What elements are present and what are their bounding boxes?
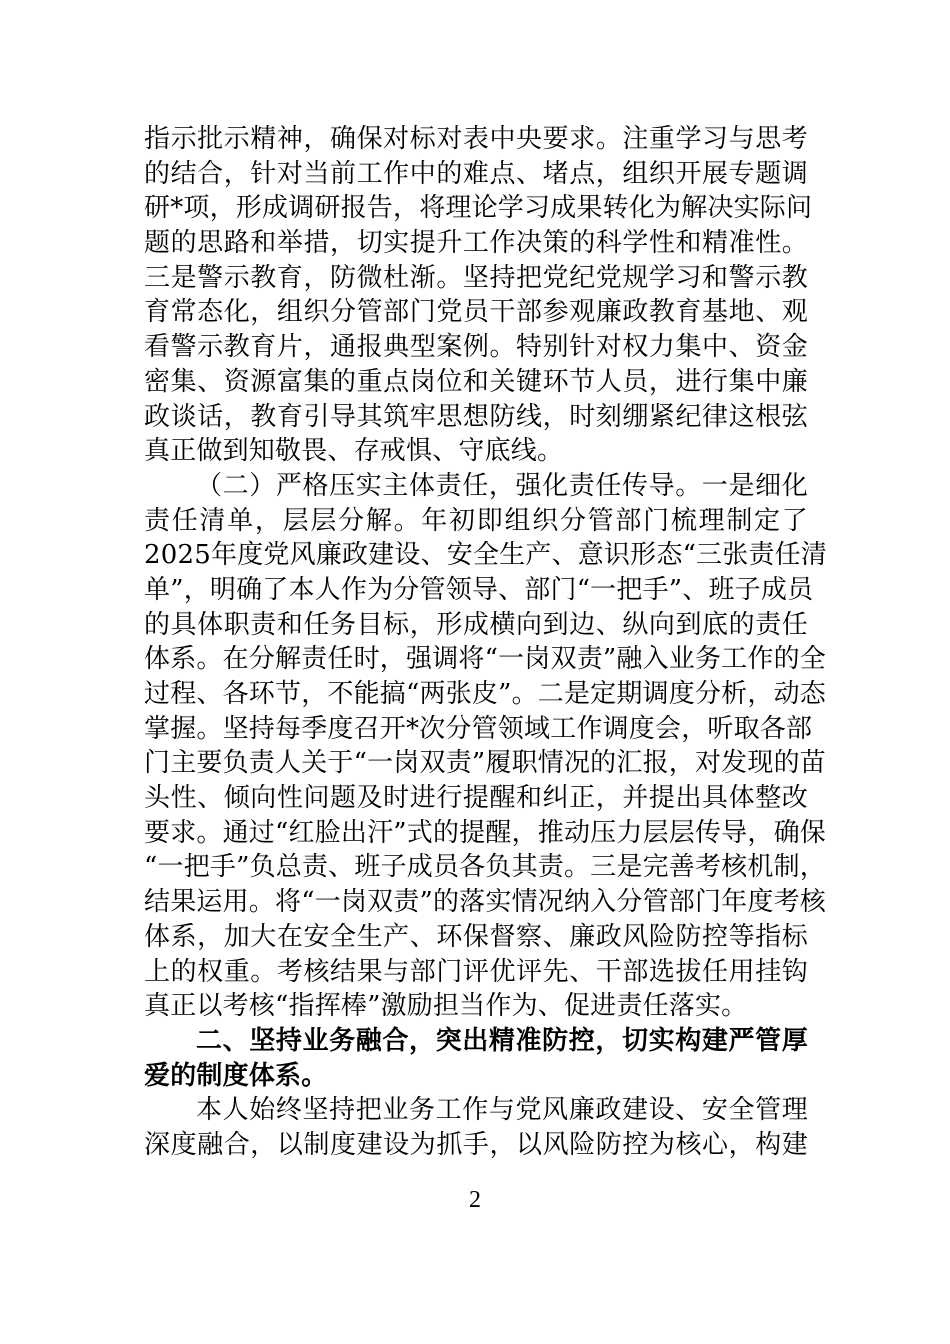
text-line: 深度融合，以制度建设为抓手，以风险防控为核心，构建 — [144, 1129, 808, 1160]
section-two-subheading-line: （二）严格压实主体责任，强化责任传导。一是细化 — [196, 470, 808, 501]
text-line: 三是警示教育，防微杜渐。坚持把党纪党规学习和警示教 — [144, 262, 808, 293]
text-line: 密集、资源富集的重点岗位和关键环节人员，进行集中廉 — [144, 366, 808, 397]
text-line: 体系。在分解责任时，强调将“一岗双责”融入业务工作的全 — [144, 644, 826, 675]
text-line: “一把手”负总责、班子成员各负其责。三是完善考核机制， — [144, 852, 826, 883]
text-line: 题的思路和举措，切实提升工作决策的科学性和精准性。 — [144, 228, 808, 259]
text-line: 体系，加大在安全生产、环保督察、廉政风险防控等指标 — [144, 921, 808, 952]
text-line: 上的权重。考核结果与部门评优评先、干部选拔任用挂钩 — [144, 956, 808, 987]
text-line: 研*项，形成调研报告，将理论学习成果转化为解决实际问 — [144, 193, 813, 224]
text-line: 责任清单，层层分解。年初即组织分管部门梳理制定了 — [144, 505, 808, 536]
text-line: 的结合，针对当前工作中的难点、堵点，组织开展专题调 — [144, 158, 808, 189]
page-number: 2 — [469, 1187, 481, 1213]
text-line: 门主要负责人关于“一岗双责”履职情况的汇报，对发现的苗 — [144, 748, 826, 779]
text-line: 的具体职责和任务目标，形成横向到边、纵向到底的责任 — [144, 609, 808, 640]
text-line: 结果运用。将“一岗双责”的落实情况纳入分管部门年度考核 — [144, 887, 826, 918]
section-heading: 二、坚持业务融合，突出精准防控，切实构建严管厚 — [196, 1025, 808, 1056]
document-body — [144, 122, 828, 1163]
text-line: 真正做到知敬畏、存戒惧、守底线。 — [144, 436, 564, 467]
text-line: 政谈话，教育引导其筑牢思想防线，时刻绷紧纪律这根弦 — [144, 401, 808, 432]
text-line: 育常态化，组织分管部门党员干部参观廉政教育基地、观 — [144, 297, 808, 328]
text-line: 看警示教育片，通报典型案例。特别针对权力集中、资金 — [144, 332, 808, 363]
section-heading: 爱的制度体系。 — [144, 1060, 328, 1091]
text-line: 过程、各环节，不能搞“两张皮”。二是定期调度分析，动态 — [144, 679, 826, 709]
text-line: 掌握。坚持每季度召开*次分管领域工作调度会，听取各部 — [144, 713, 813, 744]
text-line: 要求。通过“红脸出汗”式的提醒，推动压力层层传导，确保 — [144, 817, 826, 848]
text-line: 头性、倾向性问题及时进行提醒和纠正，并提出具体整改 — [144, 783, 808, 814]
text-line: 单”，明确了本人作为分管领导、部门“一把手”、班子成员 — [144, 574, 814, 605]
text-line: 真正以考核“指挥棒”激励担当作为、促进责任落实。 — [144, 991, 748, 1022]
text-line: 2025年度党风廉政建设、安全生产、意识形态“三张责任清 — [144, 540, 828, 571]
text-line: 本人始终坚持把业务工作与党风廉政建设、安全管理 — [196, 1095, 808, 1126]
text-line: 指示批示精神，确保对标对表中央要求。注重学习与思考 — [144, 124, 808, 154]
